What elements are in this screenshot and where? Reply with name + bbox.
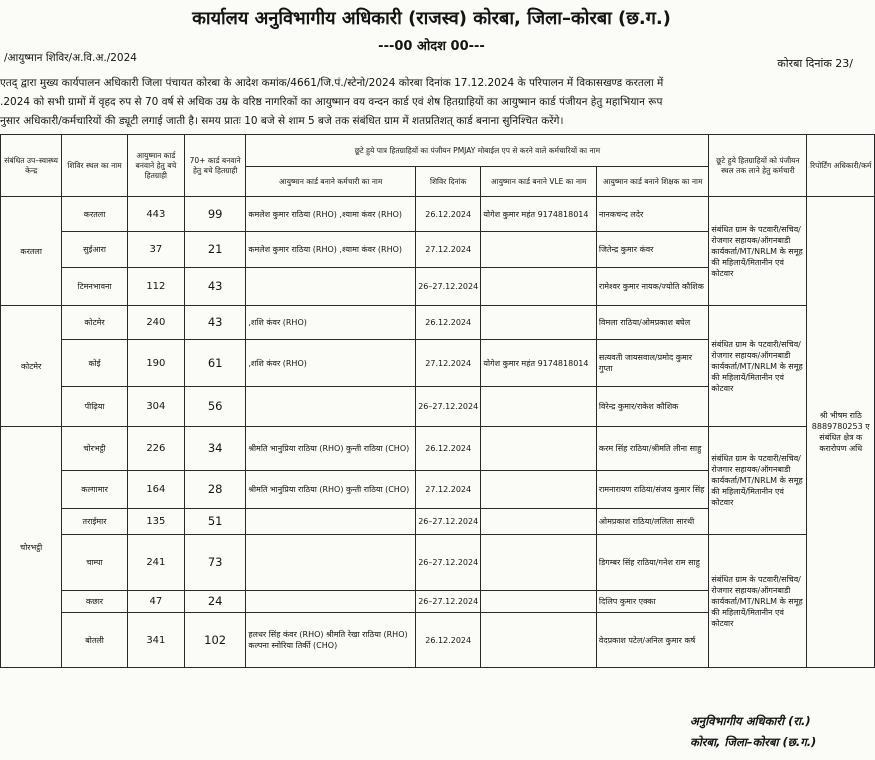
reference-number: /आयुष्मान शिविर/अ.वि.अ./2024: [4, 52, 137, 64]
date-cell: 26–27.12.2024: [416, 509, 481, 535]
header-row: [1, 135, 875, 167]
site-cell: चोरभट्ठी: [62, 427, 127, 471]
order-date: कोरबा दिनांक 23/: [777, 57, 853, 70]
above70-cell: 28: [184, 471, 245, 509]
date-cell: 26.12.2024: [416, 427, 481, 471]
site-cell: करतला: [62, 197, 127, 232]
remaining-cell: 112: [127, 268, 184, 306]
teacher-cell: विरेन्द्र कुमार/राकेश कौशिक: [596, 387, 708, 427]
date-cell: 26.12.2024: [416, 306, 481, 340]
above70-cell: 56: [184, 387, 245, 427]
vle-cell: [481, 232, 597, 268]
site-cell: सुईआरा: [62, 232, 127, 268]
teacher-cell: दिलिप कुमार एक्का: [596, 591, 708, 613]
col-teacher: आयुष्मान कार्ड बनाने शिक्षक का नाम: [596, 167, 708, 197]
col-remaining: आयुष्मान कार्ड बनवाने हेतु बचे हितग्राही: [127, 135, 184, 197]
remaining-cell: 37: [127, 232, 184, 268]
date-cell: 26.12.2024: [416, 613, 481, 668]
paragraph-line-1: एतद् द्वारा मुख्य कार्यपालन अधिकारी जिला पंचायत कोरबा के आदेश कमांक/4661/जि.पं./स्टेनो/2024 कोरबा दिनांक 17.12.2024 के परिपालन में विकासखण्ड करतला में: [0, 77, 664, 89]
transport-cell: संबंधित ग्राम के पटवारी/सचिव/रोजगार सहायक/ऑगनबाडी कार्यकर्ता/MT/NRLM के समूह की महिलायें/मितानीन एवं कोटवार: [709, 306, 807, 427]
teacher-cell: जितेन्द्र कुमार कंवर: [596, 232, 708, 268]
date-cell: 26–27.12.2024: [416, 268, 481, 306]
vle-cell: योगेश कुमार महंत 9174818014: [481, 197, 597, 232]
site-cell: बोतली: [62, 613, 127, 668]
above70-cell: 21: [184, 232, 245, 268]
col-camp-date: शिविर दिनांक: [416, 167, 481, 197]
teacher-cell: वेदप्रकाश पटेल/अनिल कुमार कर्ष: [596, 613, 708, 668]
transport-cell: संबंधित ग्राम के पटवारी/सचिव/रोजगार सहायक/ऑगनबाडी कार्यकर्ता/MT/NRLM के समूह की महिलायें/मितानीन एवं कोटवार: [709, 535, 807, 668]
reporting-officer-cell: श्री भीषम राठि 8889780253 ए संबंधित क्षेत्र क करारोपण अधि: [807, 197, 875, 668]
table-row: [1, 306, 875, 340]
teacher-cell: डिगम्बर सिंह राठिया/गनेश राम साहु: [596, 535, 708, 591]
maker-cell: [246, 591, 416, 613]
date-cell: 26–27.12.2024: [416, 591, 481, 613]
above70-cell: 43: [184, 306, 245, 340]
date-cell: 27.12.2024: [416, 232, 481, 268]
col-vle: आयुष्मान कार्ड बनाने VLE का नाम: [481, 167, 597, 197]
maker-cell: कमलेश कुमार राठिया (RHO) ,श्यामा कंवर (RHO): [246, 232, 416, 268]
remaining-cell: 190: [127, 340, 184, 387]
vle-cell: [481, 427, 597, 471]
col-group: छूटे हुये पात्र हितग्राहियों का पंजीयन PMJAY मोबाईल एप से करने वाले कर्मचारियों का नाम: [246, 135, 709, 167]
vle-cell: योगेश कुमार महंत 9174818014: [481, 340, 597, 387]
remaining-cell: 135: [127, 509, 184, 535]
site-cell: टिमनभावना: [62, 268, 127, 306]
teacher-cell: करम सिंह राठिया/श्रीमति लीना साहु: [596, 427, 708, 471]
vle-cell: [481, 509, 597, 535]
paragraph-line-3: नुसार अधिकारी/कर्मचारियों की ड्यूटी लगाई जाती है। समय प्रातः 10 बजे से शाम 5 बजे तक संबंधित ग्राम में शतप्रतिशत् कार्ड बनाना सुनिश्चित करेंगे।: [0, 115, 564, 127]
site-cell: कोई: [62, 340, 127, 387]
teacher-cell: रामेश्वर कुमार नायक/ज्योति कौशिक: [596, 268, 708, 306]
vle-cell: [481, 306, 597, 340]
maker-cell: ,शशि कंवर (RHO): [246, 306, 416, 340]
above70-cell: 51: [184, 509, 245, 535]
vle-cell: [481, 591, 597, 613]
table-row: [1, 535, 875, 591]
remaining-cell: 304: [127, 387, 184, 427]
order-heading: ---00 ओदश 00---: [378, 39, 485, 54]
above70-cell: 73: [184, 535, 245, 591]
date-cell: 27.12.2024: [416, 340, 481, 387]
maker-cell: कमलेश कुमार राठिया (RHO) ,श्यामा कंवर (RHO): [246, 197, 416, 232]
paragraph-line-2: .2024 को सभी ग्रामों में वृहद रुप से 70 वर्ष से अधिक उम्र के वरिष्ठ नागरिकों का आयुष्मान वय वन्दन कार्ड एवं शेष हितग्राहियों का आयुष्मान कार्ड पंजीयन हेतु महाभियान रूप: [0, 96, 663, 108]
transport-cell: संबंधित ग्राम के पटवारी/सचिव/रोजगार सहायक/ऑगनबाडी कार्यकर्ता/MT/NRLM के समूह की महिलायें/मितानीन एवं कोटवार: [709, 197, 807, 306]
above70-cell: 99: [184, 197, 245, 232]
remaining-cell: 47: [127, 591, 184, 613]
above70-cell: 24: [184, 591, 245, 613]
vle-cell: [481, 268, 597, 306]
teacher-cell: रामनारायण राठिया/संजय कुमार सिंह: [596, 471, 708, 509]
signature-designation: अनुविभागीय अधिकारी (रा.): [690, 714, 811, 728]
maker-cell: [246, 535, 416, 591]
teacher-cell: विमला राठिया/ओमप्रकाश बघेल: [596, 306, 708, 340]
signature-office: कोरबा, जिला–कोरबा (छ.ग.): [690, 735, 817, 749]
maker-cell: श्रीमति भानुप्रिया राठिया (RHO) कुन्ती राठिया (CHO): [246, 471, 416, 509]
col-site: शिविर स्थल का नाम: [62, 135, 127, 197]
maker-cell: [246, 268, 416, 306]
remaining-cell: 443: [127, 197, 184, 232]
center-kotmer: कोटमेर: [1, 306, 62, 427]
teacher-cell: सत्यवती जायसवाल/प्रमोद कुमार गुप्ता: [596, 340, 708, 387]
above70-cell: 61: [184, 340, 245, 387]
transport-cell: संबंधित ग्राम के पटवारी/सचिव/रोजगार सहायक/ऑगनबाडी कार्यकर्ता/MT/NRLM के समूह की महिलायें/मितानीन एवं कोटवार: [709, 427, 807, 535]
vle-cell: [481, 535, 597, 591]
maker-cell: हलधर सिंह कंवर (RHO) श्रीमति रेखा राठिया (RHO) कल्पना स्नोरिया तिर्की (CHO): [246, 613, 416, 668]
col-transport: छूटे हुये हितग्राहियों को पंजीयन स्थल तक लाने हेतु कर्मचारी: [709, 135, 807, 197]
table-row: [1, 427, 875, 471]
above70-cell: 34: [184, 427, 245, 471]
remaining-cell: 341: [127, 613, 184, 668]
remaining-cell: 226: [127, 427, 184, 471]
remaining-cell: 164: [127, 471, 184, 509]
date-cell: 26–27.12.2024: [416, 387, 481, 427]
date-cell: 27.12.2024: [416, 471, 481, 509]
col-center: संबंधित उप–स्वास्थ्य केन्द्र: [1, 135, 62, 197]
vle-cell: [481, 387, 597, 427]
duty-table: [0, 134, 875, 668]
vle-cell: [481, 471, 597, 509]
above70-cell: 102: [184, 613, 245, 668]
site-cell: कल्गामार: [62, 471, 127, 509]
site-cell: कोटमेर: [62, 306, 127, 340]
maker-cell: [246, 387, 416, 427]
remaining-cell: 240: [127, 306, 184, 340]
site-cell: चाम्पा: [62, 535, 127, 591]
office-title: कार्यालय अनुविभागीय अधिकारी (राजस्व) कोरबा, जिला–कोरबा (छ.ग.): [192, 8, 671, 29]
center-kartala: करतला: [1, 197, 62, 306]
vle-cell: [481, 613, 597, 668]
teacher-cell: ओमप्रकाश राठिया/ललिता सारथी: [596, 509, 708, 535]
maker-cell: ,शशि कंवर (RHO): [246, 340, 416, 387]
site-cell: कछार: [62, 591, 127, 613]
center-chorbhatti: चोरभट्ठी: [1, 427, 62, 668]
date-cell: 26–27.12.2024: [416, 535, 481, 591]
maker-cell: [246, 509, 416, 535]
above70-cell: 43: [184, 268, 245, 306]
site-cell: पीढ़िया: [62, 387, 127, 427]
col-reporting: रिपोर्टिंग अधिकारी/कर्म: [807, 135, 875, 197]
table-row: [1, 197, 875, 232]
remaining-cell: 241: [127, 535, 184, 591]
col-maker: आयुष्मान कार्ड बनाने कर्मचारी का नाम: [246, 167, 416, 197]
date-cell: 26.12.2024: [416, 197, 481, 232]
col-above70: 70+ कार्ड बनवाने हेतु बचे हितग्राही: [184, 135, 245, 197]
site-cell: तराईमार: [62, 509, 127, 535]
teacher-cell: नानकचन्द लदेर: [596, 197, 708, 232]
maker-cell: श्रीमति भानुप्रिया राठिया (RHO) कुन्ती राठिया (CHO): [246, 427, 416, 471]
